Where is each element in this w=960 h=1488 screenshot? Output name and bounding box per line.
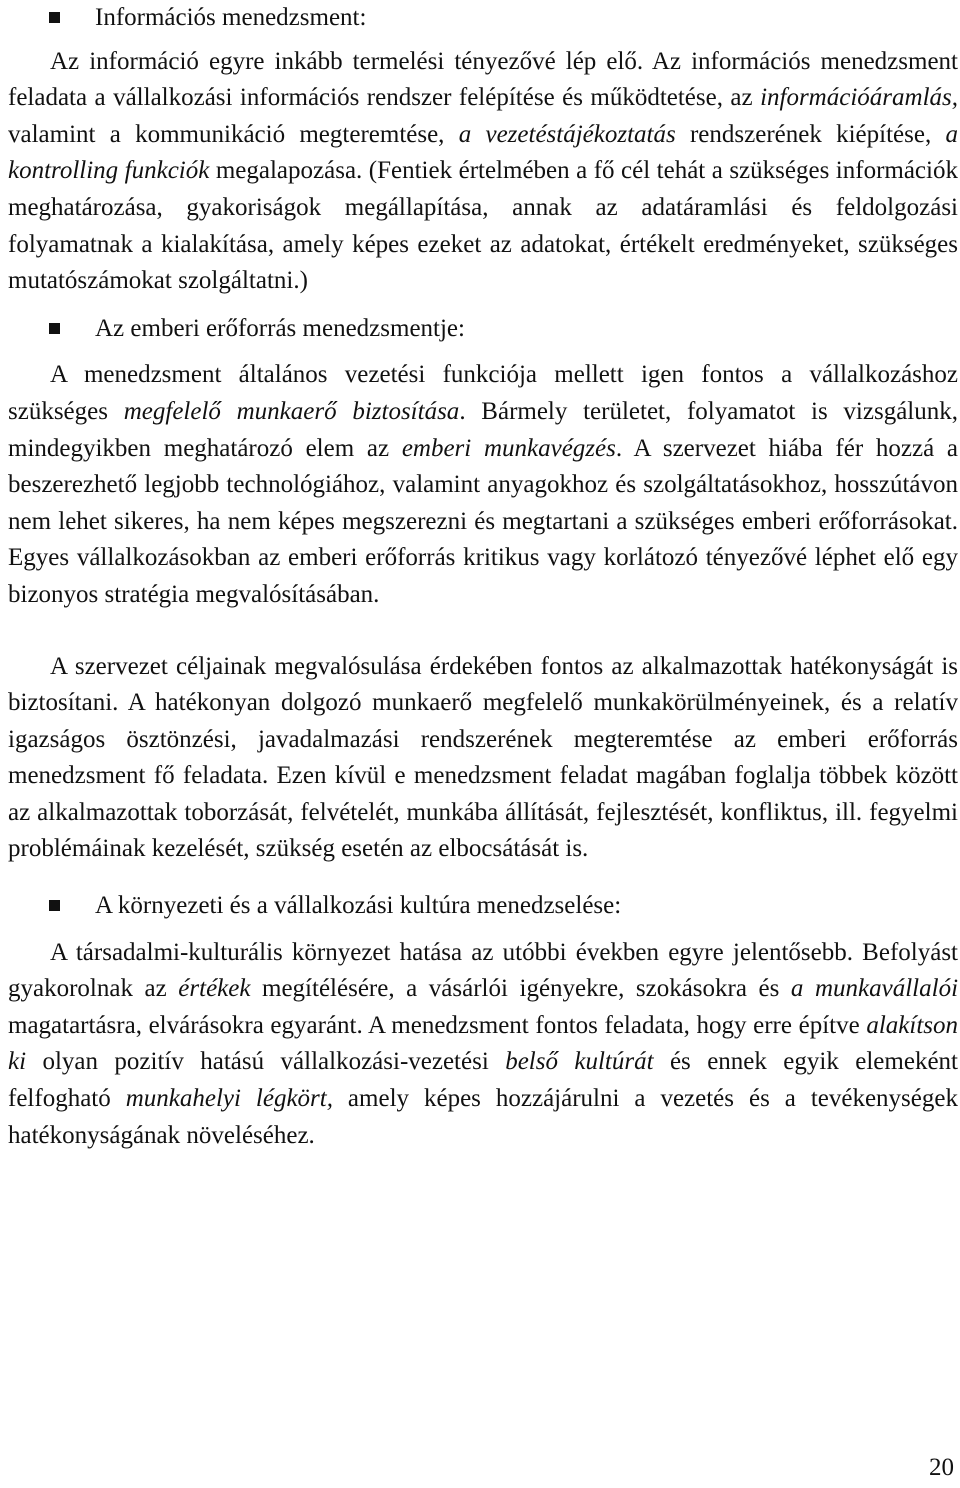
italic-phrase: munkahelyi légkört,	[125, 1085, 333, 1113]
heading-text: Az emberi erőforrás menedzsmentje:	[95, 314, 465, 342]
italic-phrase: alakítson ki	[8, 1011, 958, 1076]
italic-phrase: megfelelő munkaerő biztosítása	[123, 397, 460, 425]
text-run: olyan pozitív hatású vállalkozási-vezetési	[26, 1048, 506, 1076]
bullet-square-icon	[49, 900, 60, 911]
text-run: valamint a kommunikáció megteremtése,	[8, 120, 459, 148]
italic-phrase: értékek	[178, 975, 251, 1003]
text-run: és ennek egyik elemeként felfogható	[8, 1048, 958, 1113]
heading-text: Információs menedzsment:	[95, 4, 367, 31]
italic-phrase: a munkavállalói	[790, 975, 959, 1003]
text-run: megítélésére, a vásárlói igényekre, szokásokra és	[250, 975, 791, 1003]
text-run: amely képes hozzájárulni a vezetés és a tevékenységek hatékonyságának növeléséhez.	[8, 1085, 958, 1149]
paragraph-information-management	[8, 44, 958, 300]
italic-phrase: belső kultúrát	[505, 1048, 654, 1076]
paragraph-culture-management	[8, 935, 958, 1155]
paragraph-human-resources-2: A szervezet céljainak megvalósulása érdekében fontos az alkalmazottak hatékonyságát is biztosítani. A hatékonyan dolgozó munkaerő megfelelő munkakörülményeinek, és a relatív igazságos ösztönzési, javadalmazási rendszerének megteremtése az emberi erőforrás menedzsment fő feladata. Ezen kívül e menedzsment feladat magában foglalja többek között az alkalmazottak toborzását, felvételét, munkába állítását, fejlesztését, konfliktus, ill. fegyelmi problémáinak kezelését, szükség esetén az elbocsátását is.	[8, 652, 958, 863]
text-run: A menedzsment általános vezetési funkciója mellett igen fontos a vállalkozáshoz szükséges	[8, 361, 958, 425]
document-page	[8, 0, 958, 1154]
text-run: Az információ egyre inkább termelési tényezővé lép elő. Az információs menedzsment feladata a vállalkozási információs rendszer felépítése és működtetése, az	[8, 47, 958, 112]
heading-text: A környezeti és a vállalkozási kultúra menedzselése:	[95, 892, 622, 920]
bullet-square-icon	[49, 323, 60, 334]
text-run: A társadalmi-kulturális környezet hatása az utóbbi években egyre jelentősebb. Befolyást gyakorolnak az	[8, 938, 958, 1003]
text-run: megalapozása. (Fentiek értelmében a fő cél tehát a szükséges információk meghatározása, gyakoriságok megállapítása, annak az adatáramlási és feldolgozási folyamatnak a kialakítása, amely képes ezeket az adatokat, értékelt eredményeket, szükséges mutatószámokat szolgáltatni.)	[8, 157, 958, 295]
italic-phrase: a kontrolling funkciók	[8, 120, 958, 185]
text-run: . A szervezet hiába fér hozzá a beszerezhető legjobb technológiához, valamint anyagokhoz és szolgáltatásokhoz, hosszútávon nem lehet sikeres, ha nem képes megszerezni és megtartani a szükséges emberi erőforrásokat. Egyes vállalkozásokban az emberi erőforrás kritikus vagy korlátozó tényezővé léphet elő egy bizonyos stratégia megvalósításában.	[8, 434, 958, 608]
section-heading-human-resources	[8, 311, 958, 348]
text-run: magatartásra, elvárásokra egyaránt. A menedzsment fontos feladata, hogy erre építve	[8, 1011, 867, 1039]
text-run: rendszerének kiépítése,	[675, 120, 946, 148]
text-run: . Bármely területet, folyamatot is vizsgálunk, mindegyikben meghatározó elem az	[8, 397, 958, 462]
italic-phrase: emberi munkavégzés	[401, 434, 616, 462]
section-heading-culture-management	[8, 888, 958, 925]
page-number: 20	[929, 1454, 954, 1481]
section-heading-information-management	[8, 0, 958, 37]
italic-phrase: a vezetéstájékoztatás	[458, 120, 676, 148]
italic-phrase: információáramlás,	[760, 84, 958, 112]
paragraph-human-resources	[8, 357, 958, 613]
bullet-square-icon	[49, 12, 60, 23]
